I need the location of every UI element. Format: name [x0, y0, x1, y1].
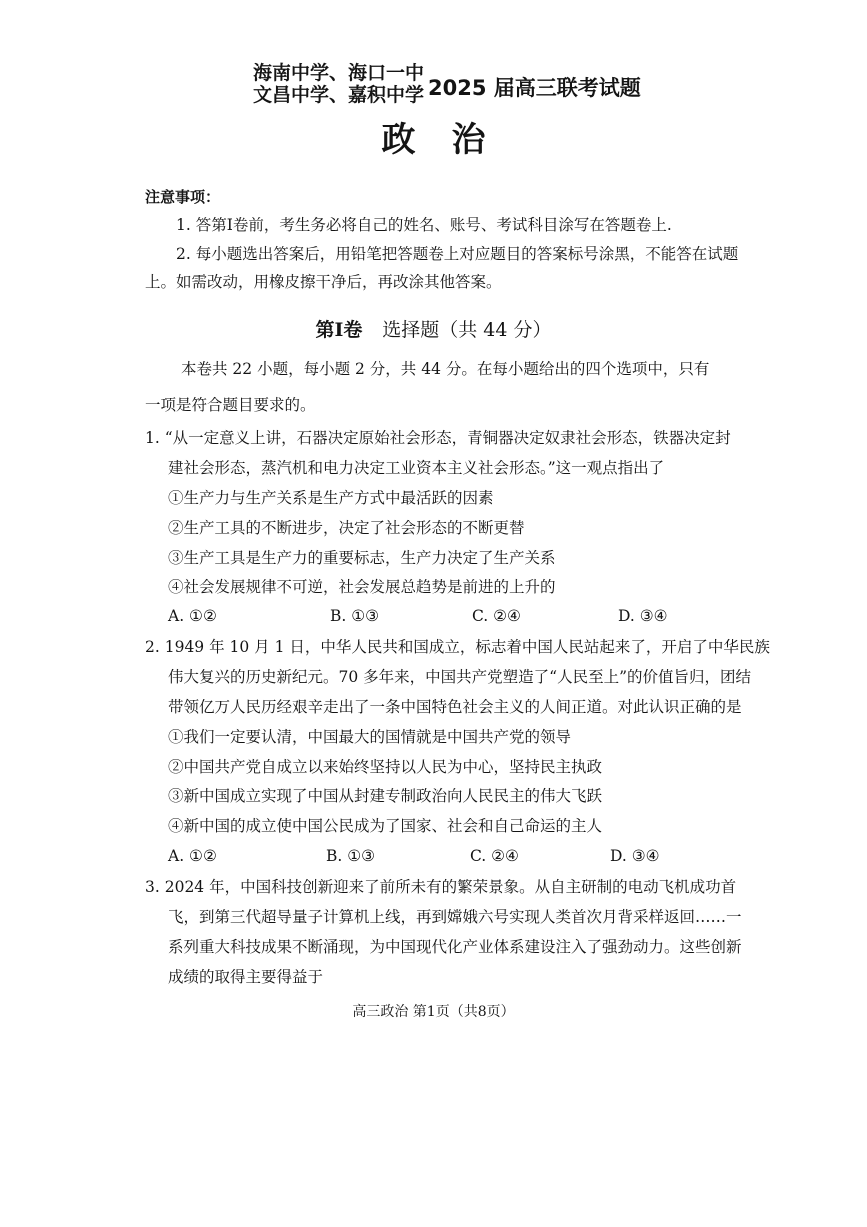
question-2-statement-4: ④新中国的成立使中国公民成为了国家、社会和自己命运的主人	[168, 817, 603, 835]
question-2-stem-cont-1: 伟大复兴的历史新纪元。70 多年来，中国共产党塑造了“人民至上”的价值旨归，团结	[168, 668, 752, 686]
question-2-statement-1: ①我们一定要认清，中国最大的国情就是中国共产党的领导	[168, 728, 572, 746]
section-intro-cont: 一项是符合题目要求的。	[145, 396, 316, 414]
question-1-statement-1: ①生产力与生产关系是生产方式中最活跃的因素	[168, 489, 494, 507]
section-title-part: 第Ⅰ卷	[315, 319, 363, 341]
question-3-stem: 3. 2024 年，中国科技创新迎来了前所未有的繁荣景象。从自主研制的电动飞机成功首	[145, 878, 737, 896]
notice-heading: 注意事项：	[145, 188, 221, 206]
question-1-option-a: A. ①②	[168, 607, 217, 625]
question-2-statement-2: ②中国共产党自成立以来始终坚持以人民为中心，坚持民主执政	[168, 758, 603, 776]
question-1-statement-2: ②生产工具的不断进步，决定了社会形态的不断更替	[168, 519, 525, 537]
question-2-option-a: A. ①②	[168, 847, 217, 865]
notice-item-2-cont: 上。如需改动，用橡皮擦干净后，再改涂其他答案。	[145, 273, 502, 291]
question-1-statement-4: ④社会发展规律不可逆，社会发展总趋势是前进的上升的	[168, 578, 556, 596]
section-title	[0, 315, 867, 342]
school-line-1: 海南中学、海口一中	[253, 62, 425, 84]
question-2-option-b: B. ①③	[326, 847, 376, 865]
question-3-stem-cont-3: 成绩的取得主要得益于	[168, 968, 324, 986]
question-2-options	[168, 845, 728, 869]
question-1-stem-cont: 建社会形态，蒸汽机和电力决定工业资本主义社会形态。”这一观点指出了	[168, 459, 665, 477]
question-1-option-b: B. ①③	[330, 607, 380, 625]
section-intro: 本卷共 22 小题，每小题 2 分，共 44 分。在每小题给出的四个选项中，只有	[181, 360, 710, 378]
question-3-stem-cont-1: 飞，到第三代超导量子计算机上线，再到嫦娥六号实现人类首次月背采样返回……一	[168, 908, 742, 926]
question-2-stem-cont-2: 带领亿万人民历经艰辛走出了一条中国特色社会主义的人间正道。对此认识正确的是	[168, 698, 742, 716]
exam-header	[0, 62, 867, 106]
question-2-statement-3: ③新中国成立实现了中国从封建专制政治向人民民主的伟大飞跃	[168, 787, 603, 805]
question-2-stem: 2. 1949 年 10 月 1 日，中华人民共和国成立，标志着中国人民站起来了，开启了中华民族	[145, 638, 770, 656]
question-1-options	[168, 605, 728, 629]
question-3-stem-cont-2: 系列重大科技成果不断涌现，为中国现代化产业体系建设注入了强劲动力。这些创新	[168, 938, 742, 956]
notice-item-1: 1. 答第Ⅰ卷前，考生务必将自己的姓名、账号、考试科目涂写在答题卷上.	[176, 216, 672, 234]
question-1-option-d: D. ③④	[618, 607, 668, 625]
school-line-2: 文昌中学、嘉积中学	[253, 84, 425, 106]
notice-item-2: 2. 每小题选出答案后，用铅笔把答题卷上对应题目的答案标号涂黑，不能答在试题	[176, 245, 739, 263]
question-1-option-c: C. ②④	[472, 607, 521, 625]
school-names	[253, 62, 423, 106]
subject-title: 政治	[381, 120, 522, 160]
question-2-option-d: D. ③④	[610, 847, 660, 865]
question-1-stem: 1. “从一定意义上讲，石器决定原始社会形态，青铜器决定奴隶社会形态，铁器决定封	[145, 429, 731, 447]
exam-title: 2025 届高三联考试题	[428, 76, 641, 100]
section-title-subtitle: 选择题（共 44 分）	[382, 319, 552, 341]
question-2-option-c: C. ②④	[470, 847, 519, 865]
question-1-statement-3: ③生产工具是生产力的重要标志，生产力决定了生产关系	[168, 549, 556, 567]
page-footer: 高三政治 第1页（共8页）	[352, 1004, 515, 1020]
